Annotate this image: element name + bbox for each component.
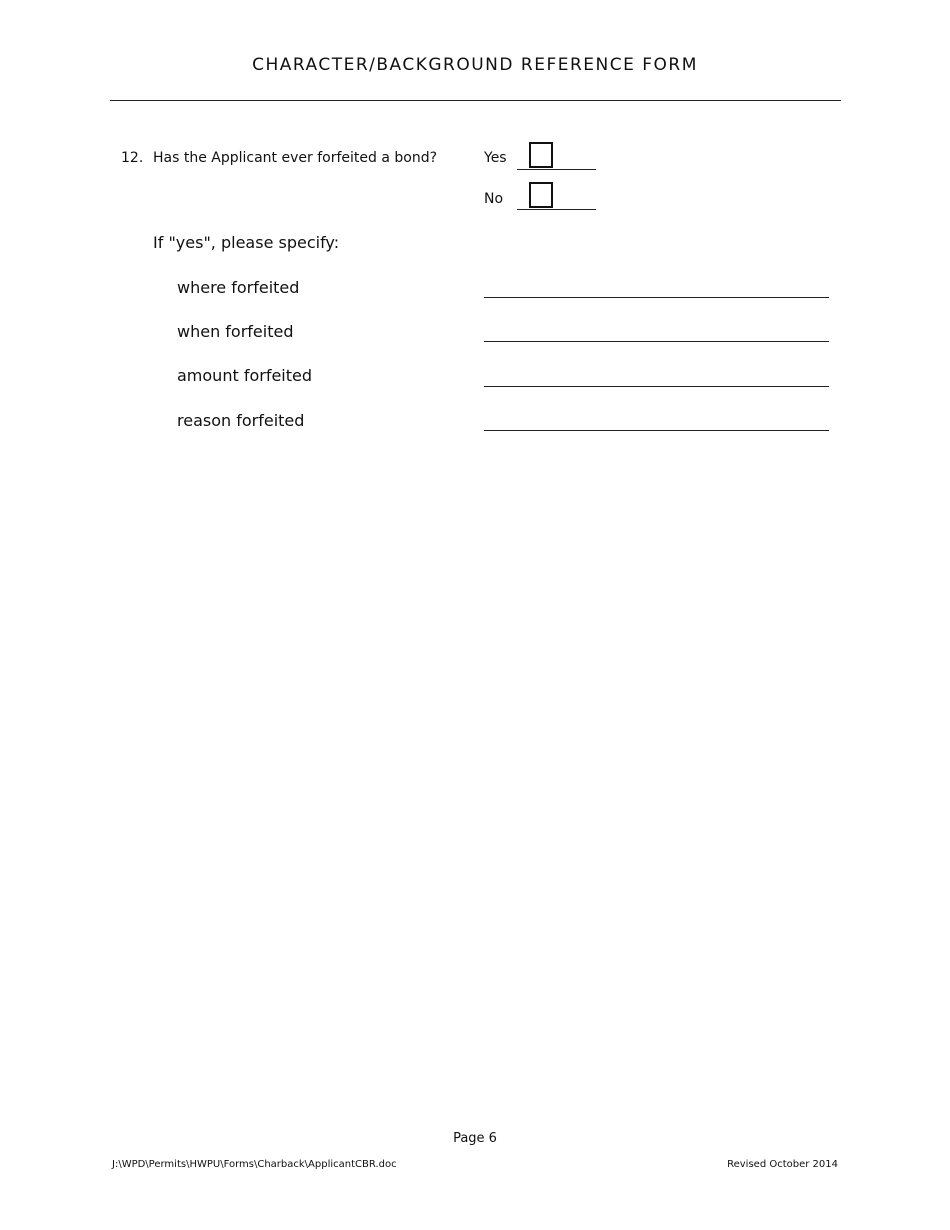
question-text: Has the Applicant ever forfeited a bond? <box>153 150 438 166</box>
yes-label: Yes <box>484 150 507 166</box>
form-title: CHARACTER/BACKGROUND REFERENCE FORM <box>252 55 698 75</box>
page-number: Page 6 <box>453 1131 497 1146</box>
file-path: J:\WPD\Permits\HWPU\Forms\Charback\ApplicantCBR.doc <box>112 1159 397 1170</box>
when-forfeited-label: when forfeited <box>177 322 294 341</box>
specify-prompt: If "yes", please specify: <box>153 233 340 252</box>
amount-forfeited-field[interactable] <box>484 386 829 387</box>
where-forfeited-field[interactable] <box>484 297 829 298</box>
when-forfeited-field[interactable] <box>484 341 829 342</box>
question-number: 12. <box>121 150 144 166</box>
reason-forfeited-field[interactable] <box>484 430 829 431</box>
no-label: No <box>484 191 504 207</box>
yes-underline <box>517 169 596 170</box>
no-underline <box>517 209 596 210</box>
revision-date: Revised October 2014 <box>727 1159 838 1170</box>
where-forfeited-label: where forfeited <box>177 278 300 297</box>
no-checkbox[interactable] <box>529 182 553 208</box>
reason-forfeited-label: reason forfeited <box>177 411 305 430</box>
header-divider <box>110 100 841 101</box>
yes-checkbox[interactable] <box>529 142 553 168</box>
amount-forfeited-label: amount forfeited <box>177 366 313 385</box>
